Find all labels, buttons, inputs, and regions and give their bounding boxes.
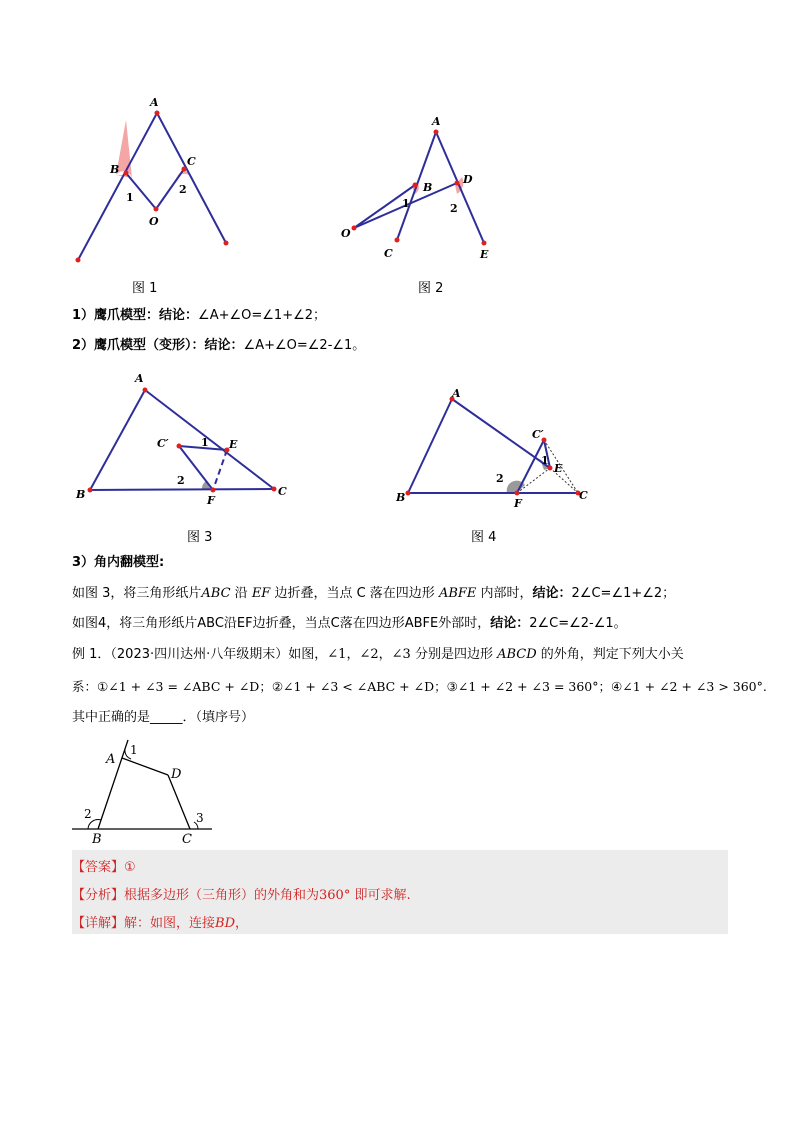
fig4-label-e: E bbox=[554, 462, 563, 475]
fig2-label-1: 1 bbox=[402, 197, 410, 210]
fig2-label-o: O bbox=[341, 227, 351, 240]
line-example-question: 其中正确的是_____．（填序号） bbox=[72, 710, 255, 725]
fig2-label-c: C bbox=[384, 247, 393, 260]
figure-2-caption: 图 2 bbox=[418, 281, 444, 296]
line-fig3-desc: 如图 3，将三角形纸片ABC 沿 EF 边折叠，当点 C 落在四边形 ABFE 内部时，结论：2∠C=∠1+∠2； bbox=[72, 586, 676, 601]
fig4-label-f: F bbox=[514, 497, 522, 510]
line-model-1: 1）鹰爪模型：结论：∠A+∠O=∠1+∠2； bbox=[72, 308, 327, 323]
fig3-label-cprime: C′ bbox=[157, 437, 169, 450]
detail-line: 【详解】解：如图，连接BD， bbox=[72, 916, 249, 931]
fig1-label-c: C bbox=[187, 155, 196, 168]
analysis-line: 【分析】根据多边形（三角形）的外角和为360° 即可求解. bbox=[72, 888, 411, 903]
fig5-label-d: D bbox=[171, 767, 182, 782]
fig4-label-2: 2 bbox=[496, 472, 504, 485]
fig3-label-f: F bbox=[207, 494, 215, 507]
fig3-label-b: B bbox=[76, 488, 86, 501]
line-model-2: 2）鹰爪模型（变形）：结论：∠A+∠O=∠2-∠1。 bbox=[72, 338, 366, 353]
fig5-label-1: 1 bbox=[130, 743, 138, 757]
fig2-label-2: 2 bbox=[450, 202, 458, 215]
fig1-label-o: O bbox=[149, 215, 159, 228]
fig3-label-c: C bbox=[278, 485, 287, 498]
fig5-label-a: A bbox=[106, 752, 116, 767]
line-example-1: 例 1．（2023·四川达州·八年级期末）如图，∠1，∠2，∠3 分别是四边形 ABCD 的外角，判定下列大小关 bbox=[72, 647, 684, 662]
fig2-label-a: A bbox=[432, 115, 441, 128]
fig5-label-c: C bbox=[182, 832, 192, 847]
line-example-options: 系：①∠1 + ∠3 = ∠ABC + ∠D；②∠1 + ∠3 < ∠ABC + ∠D；③∠1 + ∠2 + ∠3 = 360°；④∠1 + ∠2 + ∠3 > 360°. bbox=[72, 679, 767, 694]
figure-5 bbox=[72, 738, 217, 848]
figure-2 bbox=[335, 112, 505, 267]
line-fig4-desc: 如图4，将三角形纸片ABC沿EF边折叠，当点C落在四边形ABFE外部时，结论：2∠C=∠2-∠1。 bbox=[72, 616, 627, 631]
fig1-label-b: B bbox=[110, 163, 120, 176]
figure-4 bbox=[392, 388, 597, 516]
fig2-label-d: D bbox=[463, 173, 473, 186]
fig1-label-a: A bbox=[150, 96, 159, 109]
fig3-label-a: A bbox=[135, 372, 144, 385]
fig2-label-e: E bbox=[480, 248, 489, 261]
fig1-label-1: 1 bbox=[126, 191, 134, 204]
fig4-label-b: B bbox=[396, 491, 406, 504]
fig3-label-e: E bbox=[229, 438, 238, 451]
fig4-label-a: A bbox=[452, 387, 461, 400]
fig2-label-b: B bbox=[423, 181, 433, 194]
figure-3-caption: 图 3 bbox=[187, 530, 213, 545]
line-model-3-title: 3）角内翻模型: bbox=[72, 555, 165, 570]
figure-1 bbox=[70, 95, 240, 265]
fig4-label-1: 1 bbox=[541, 454, 549, 467]
fig4-label-cprime: C′ bbox=[532, 428, 544, 441]
fig3-label-2: 2 bbox=[177, 474, 185, 487]
answer-box bbox=[72, 850, 728, 934]
answer-line: 【答案】① bbox=[72, 860, 136, 875]
fig5-label-3: 3 bbox=[196, 811, 204, 825]
fig5-label-2: 2 bbox=[84, 807, 92, 821]
figure-3 bbox=[76, 368, 295, 508]
fig3-label-1: 1 bbox=[201, 436, 209, 449]
fig1-label-2: 2 bbox=[179, 183, 187, 196]
fig4-label-c: C bbox=[579, 489, 588, 502]
fig5-label-b: B bbox=[92, 832, 102, 847]
figure-1-caption: 图 1 bbox=[132, 281, 158, 296]
figure-4-caption: 图 4 bbox=[471, 530, 497, 545]
